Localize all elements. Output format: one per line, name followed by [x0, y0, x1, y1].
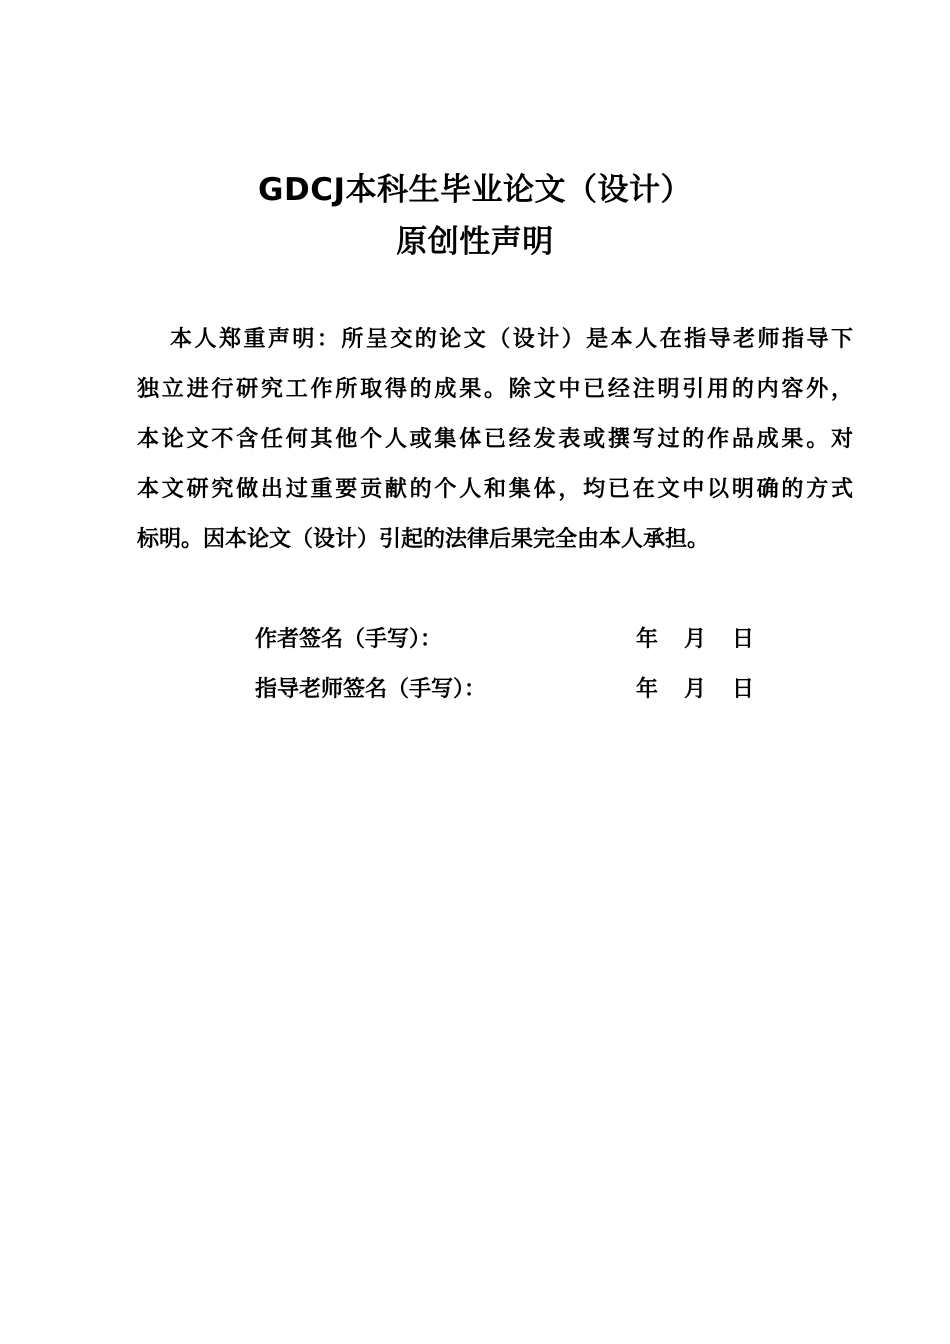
declaration-line: 独立进行研究工作所取得的成果。除文中已经注明引用的内容外，: [137, 377, 853, 402]
declaration-paragraph: [137, 320, 853, 570]
author-signature-label: 作者签名（手写）：: [255, 627, 443, 652]
document-subtitle: 原创性声明: [396, 224, 554, 260]
date-year-label: 年: [636, 627, 659, 652]
declaration-line: 标明。因本论文（设计）引起的法律后果完全由本人承担。: [137, 527, 710, 552]
author-signature-date: [636, 620, 754, 660]
declaration-line: 本人郑重声明：所呈交的论文（设计）是本人在指导老师指导下: [170, 327, 853, 352]
date-year-label: 年: [636, 677, 659, 702]
date-month-label: 月: [684, 677, 707, 702]
declaration-line: 本文研究做出过重要贡献的个人和集体，均已在文中以明确的方式: [137, 477, 853, 502]
date-month-label: 月: [684, 627, 707, 652]
advisor-signature-row: [255, 670, 775, 710]
date-day-label: 日: [732, 677, 755, 702]
author-signature-row: [255, 620, 775, 660]
declaration-line: 本论文不含任何其他个人或集体已经发表或撰写过的作品成果。对: [137, 427, 853, 452]
date-day-label: 日: [732, 627, 755, 652]
advisor-signature-label: 指导老师签名（手写）：: [255, 677, 487, 702]
document-title: GDCJ本科生毕业论文（设计）: [258, 172, 692, 208]
advisor-signature-date: [636, 670, 754, 710]
